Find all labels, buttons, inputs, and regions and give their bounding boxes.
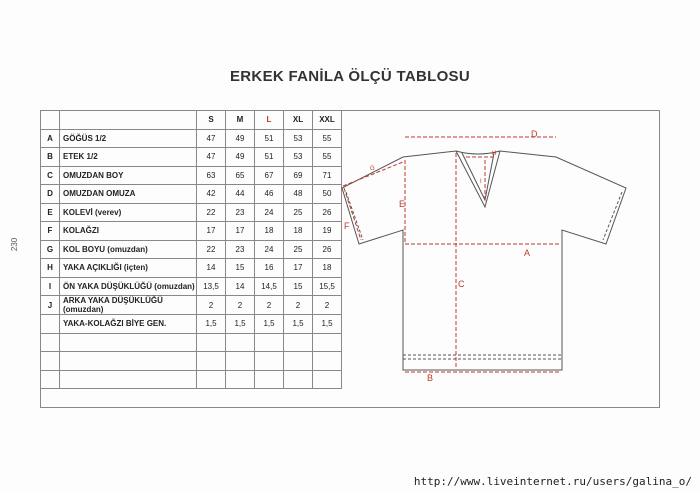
row-index: D [41,185,60,204]
row-value: 71 [313,166,342,185]
row-value: 47 [197,129,226,148]
row-value: 17 [197,222,226,241]
row-value: 13,5 [197,277,226,296]
row-value: 22 [197,240,226,259]
row-value: 51 [255,129,284,148]
label-a: A [524,248,531,258]
row-label: ÖN YAKA DÜŞÜKLÜĞÜ (omuzdan) [60,277,197,296]
row-value: 69 [284,166,313,185]
row-value: 23 [226,203,255,222]
row-value: 42 [197,185,226,204]
row-value: 1,5 [284,315,313,334]
row-value: 2 [255,296,284,315]
row-value: 18 [284,222,313,241]
label-d: D [531,129,538,139]
row-index: F [41,222,60,241]
size-header-s: S [197,111,226,130]
row-label: KOLAĞZI [60,222,197,241]
row-label: OMUZDAN OMUZA [60,185,197,204]
label-f: F [344,221,350,231]
row-value: 47 [197,148,226,167]
row-value: 65 [226,166,255,185]
row-value: 26 [313,203,342,222]
row-value: 1,5 [255,315,284,334]
row-value: 55 [313,148,342,167]
label-e: E [399,199,406,209]
row-value: 24 [255,203,284,222]
row-index: B [41,148,60,167]
tshirt-outline [342,151,626,370]
row-value: 22 [197,203,226,222]
row-value: 23 [226,240,255,259]
label-c: C [458,279,465,289]
size-header-xxl: XXL [313,111,342,130]
row-value: 63 [197,166,226,185]
row-value: 67 [255,166,284,185]
row-value: 51 [255,148,284,167]
row-index: H [41,259,60,278]
row-value: 1,5 [197,315,226,334]
size-header-l: L [255,111,284,130]
size-header-m: M [226,111,255,130]
row-value: 15,5 [313,277,342,296]
row-label: GÖĞÜS 1/2 [60,129,197,148]
row-value: 26 [313,240,342,259]
row-value: 14,5 [255,277,284,296]
row-value: 24 [255,240,284,259]
row-value: 1,5 [313,315,342,334]
row-value: 17 [284,259,313,278]
row-value: 50 [313,185,342,204]
row-index: A [41,129,60,148]
row-value: 2 [313,296,342,315]
row-value: 18 [255,222,284,241]
row-index: I [41,277,60,296]
source-url[interactable]: http://www.liveinternet.ru/users/galina_o/ [413,475,692,488]
row-label: YAKA AÇIKLIĞI (içten) [60,259,197,278]
collar-outline [456,151,500,207]
row-value: 53 [284,148,313,167]
row-value: 48 [284,185,313,204]
row-value: 14 [226,277,255,296]
row-index: J [41,296,60,315]
row-index: C [41,166,60,185]
chart-title: ERKEK FANİLA ÖLÇÜ TABLOSU [230,68,470,85]
row-value: 18 [313,259,342,278]
row-value: 17 [226,222,255,241]
row-label: YAKA-KOLAĞZI BİYE GEN. [60,315,197,334]
row-value: 46 [255,185,284,204]
row-value: 15 [284,277,313,296]
row-value: 25 [284,203,313,222]
row-label: ARKA YAKA DÜŞÜKLÜĞÜ (omuzdan) [60,296,197,315]
row-label: ETEK 1/2 [60,148,197,167]
row-label: KOL BOYU (omuzdan) [60,240,197,259]
page-number: 230 [10,237,20,252]
row-index: E [41,203,60,222]
row-value: 2 [226,296,255,315]
row-label: OMUZDAN BOY [60,166,197,185]
row-value: 49 [226,129,255,148]
label-i: I [480,179,482,185]
row-value: 55 [313,129,342,148]
row-index: G [41,240,60,259]
row-value: 15 [226,259,255,278]
row-value: 19 [313,222,342,241]
label-b: B [427,373,434,383]
row-value: 2 [284,296,313,315]
row-value: 25 [284,240,313,259]
row-value: 14 [197,259,226,278]
row-value: 1,5 [226,315,255,334]
row-value: 44 [226,185,255,204]
row-value: 53 [284,129,313,148]
row-value: 16 [255,259,284,278]
row-value: 49 [226,148,255,167]
row-value: 2 [197,296,226,315]
label-g: G [370,166,375,172]
measure-f [344,188,361,240]
label-h: H [492,151,497,157]
size-header-xl: XL [284,111,313,130]
row-label: KOLEVİ (verev) [60,203,197,222]
